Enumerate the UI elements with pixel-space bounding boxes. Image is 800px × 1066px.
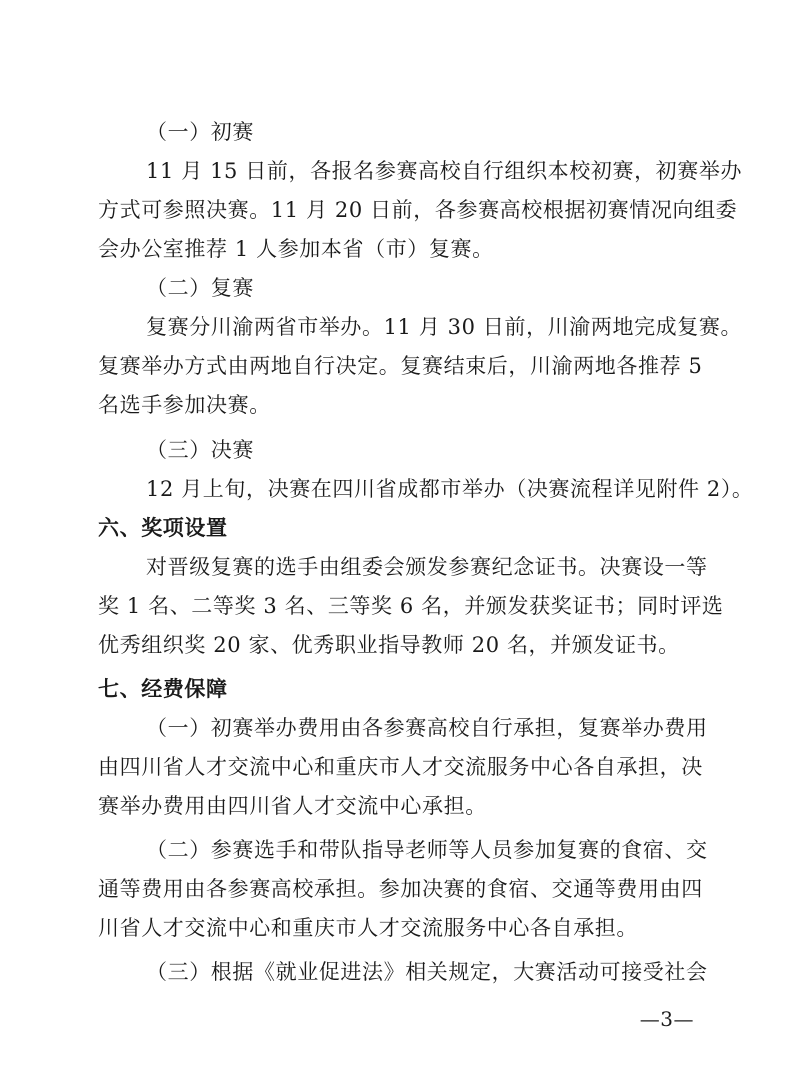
subheading-final: （三）决赛 xyxy=(146,438,254,462)
paragraph-line: 复赛举办方式由两地自行决定。复赛结束后，川渝两地各推荐 5 xyxy=(98,354,703,378)
section-heading-funding: 七、经费保障 xyxy=(98,677,228,701)
paragraph-line: （一）初赛举办费用由各参赛高校自行承担，复赛举办费用 xyxy=(146,716,708,740)
paragraph-line: 奖 1 名、二等奖 3 名、三等奖 6 名，并颁发获奖证书；同时评选 xyxy=(98,594,724,618)
subheading-semifinal: （二）复赛 xyxy=(146,276,254,300)
paragraph-line: 12 月上旬，决赛在四川省成都市举办（决赛流程详见附件 2）。 xyxy=(146,477,754,501)
paragraph-line: 复赛分川渝两省市举办。11 月 30 日前，川渝两地完成复赛。 xyxy=(146,315,743,339)
paragraph-line: 通等费用由各参赛高校承担。参加决赛的食宿、交通等费用由四 xyxy=(98,877,703,901)
paragraph-line: 优秀组织奖 20 家、优秀职业指导教师 20 名，并颁发证书。 xyxy=(98,633,680,657)
paragraph-line: （三）根据《就业促进法》相关规定，大赛活动可接受社会 xyxy=(146,960,708,984)
paragraph-line: 对晋级复赛的选手由组委会颁发参赛纪念证书。决赛设一等 xyxy=(146,555,708,579)
page-number: —3— xyxy=(639,1007,694,1031)
paragraph-line: 会办公室推荐 1 人参加本省（市）复赛。 xyxy=(98,237,494,261)
paragraph-line: 川省人才交流中心和重庆市人才交流服务中心各自承担。 xyxy=(98,916,638,940)
paragraph-line: 方式可参照决赛。11 月 20 日前，各参赛高校根据初赛情况向组委 xyxy=(98,198,738,222)
paragraph-line: 11 月 15 日前，各报名参赛高校自行组织本校初赛，初赛举办 xyxy=(146,159,743,183)
paragraph-line: （二）参赛选手和带队指导老师等人员参加复赛的食宿、交 xyxy=(146,838,708,862)
paragraph-line: 赛举办费用由四川省人才交流中心承担。 xyxy=(98,794,487,818)
paragraph-line: 名选手参加决赛。 xyxy=(98,393,271,417)
subheading-preliminary: （一）初赛 xyxy=(146,120,254,144)
section-heading-awards: 六、奖项设置 xyxy=(98,516,228,540)
paragraph-line: 由四川省人才交流中心和重庆市人才交流服务中心各自承担，决 xyxy=(98,755,703,779)
